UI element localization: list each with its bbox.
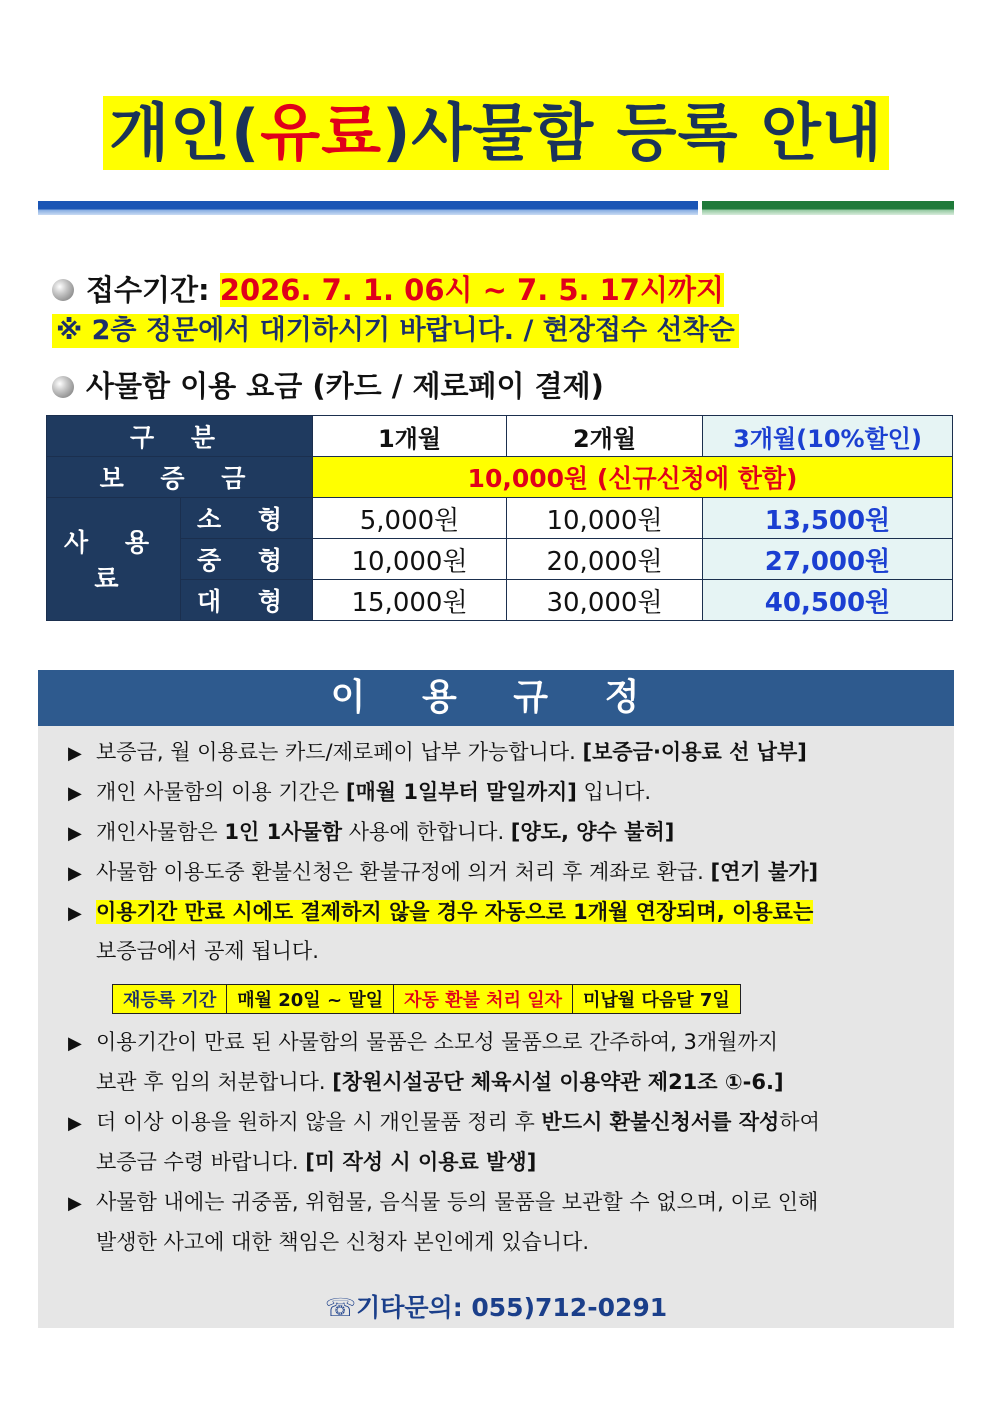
col-3month: 3개월(10%할인)	[703, 416, 953, 457]
rule-8: ▶ 사물함 내에는 귀중품, 위험물, 음식물 등의 물품을 보관할 수 없으며, 이로 인해	[68, 1188, 818, 1218]
page-title	[103, 96, 889, 170]
arrow-icon: ▶	[68, 743, 82, 764]
divider-green	[702, 201, 954, 215]
fee-table	[46, 415, 953, 621]
rules-section	[38, 670, 954, 1328]
schedule-table	[112, 984, 741, 1014]
schedule-value-rereg: 매월 20일 ~ 말일	[227, 985, 394, 1014]
contact-info	[0, 1288, 992, 1324]
reception-label: 접수기간:	[86, 273, 210, 307]
fee-cell-discount: 40,500원	[703, 580, 953, 621]
fee-cell-discount: 13,500원	[703, 498, 953, 539]
arrow-icon: ▶	[68, 903, 82, 924]
divider-blue	[38, 201, 698, 215]
arrow-icon: ▶	[68, 1113, 82, 1134]
phone-icon: ☏	[324, 1293, 357, 1322]
fee-cell: 30,000원	[507, 580, 703, 621]
rule-2: ▶ 개인 사물함의 이용 기간은 [매월 1일부터 말일까지] 입니다.	[68, 778, 651, 808]
fee-cell: 20,000원	[507, 539, 703, 580]
rules-heading: 이 용 규 정	[38, 670, 954, 726]
arrow-icon: ▶	[68, 1193, 82, 1214]
rule-6-cont: 보관 후 임의 처분합니다. [창원시설공단 체육시설 이용약관 제21조 ①-6.]	[96, 1070, 784, 1094]
bullet-icon	[52, 376, 74, 398]
usage-label: 사 용 료	[47, 498, 181, 621]
arrow-icon: ▶	[68, 1033, 82, 1054]
fee-cell: 15,000원	[313, 580, 507, 621]
rule-8-cont: 발생한 사고에 대한 책임은 신청자 본인에게 있습니다.	[96, 1230, 590, 1254]
arrow-icon: ▶	[68, 863, 82, 884]
size-large: 대 형	[181, 580, 313, 621]
rule-6: ▶ 이용기간이 만료 된 사물함의 물품은 소모성 물품으로 간주하여, 3개월까지	[68, 1028, 778, 1058]
rule-3: ▶ 개인사물함은 1인 1사물함 사용에 한합니다. [양도, 양수 불허]	[68, 818, 674, 848]
arrow-icon: ▶	[68, 783, 82, 804]
rule-7: ▶ 더 이상 이용을 원하지 않을 시 개인물품 정리 후 반드시 환불신청서를 작성하여	[68, 1108, 820, 1138]
rule-7-cont: 보증금 수령 바랍니다. [미 작성 시 이용료 발생]	[96, 1150, 537, 1174]
reception-period: 2026. 7. 1. 06시 ~ 7. 5. 17시까지	[219, 273, 725, 307]
title-divider	[38, 201, 954, 215]
fee-cell: 5,000원	[313, 498, 507, 539]
fee-cell: 10,000원	[313, 539, 507, 580]
size-medium: 중 형	[181, 539, 313, 580]
schedule-label-rereg: 재등록 기간	[113, 985, 227, 1014]
title-part1: 개인(	[109, 96, 261, 169]
rule-5: ▶ 이용기간 만료 시에도 결제하지 않을 경우 자동으로 1개월 연장되며, 이용료는	[68, 898, 813, 928]
fee-cell-discount: 27,000원	[703, 539, 953, 580]
contact-text: 기타문의: 055)712-0291	[356, 1293, 668, 1322]
header-cell: 구 분	[47, 416, 313, 457]
schedule-label-refund: 자동 환불 처리 일자	[394, 985, 573, 1014]
fee-cell: 10,000원	[507, 498, 703, 539]
arrow-icon: ▶	[68, 823, 82, 844]
rule-4: ▶ 사물함 이용도중 환불신청은 환불규정에 의거 처리 후 계좌로 환급. [연기 불가]	[68, 858, 818, 888]
fee-heading: 사물함 이용 요금 (카드 / 제로페이 결제)	[86, 369, 604, 403]
title-paid: 유료	[260, 96, 383, 169]
reception-line	[86, 268, 724, 309]
deposit-label: 보 증 금	[47, 457, 313, 498]
size-small: 소 형	[181, 498, 313, 539]
title-part2: )사물함 등록 안내	[382, 96, 883, 169]
deposit-value: 10,000원 (신규신청에 한함)	[313, 457, 953, 498]
title-area	[0, 96, 992, 170]
rule-5-cont: 보증금에서 공제 됩니다.	[96, 939, 319, 963]
bullet-icon	[52, 279, 74, 301]
col-1month: 1개월	[313, 416, 507, 457]
schedule-value-refund: 미납월 다음달 7일	[573, 985, 741, 1014]
rule-1: ▶ 보증금, 월 이용료는 카드/제로페이 납부 가능합니다. [보증금·이용료 선 납부]	[68, 738, 807, 768]
notice: ※ 2층 정문에서 대기하시기 바랍니다. / 현장접수 선착순	[52, 314, 739, 348]
col-2month: 2개월	[507, 416, 703, 457]
